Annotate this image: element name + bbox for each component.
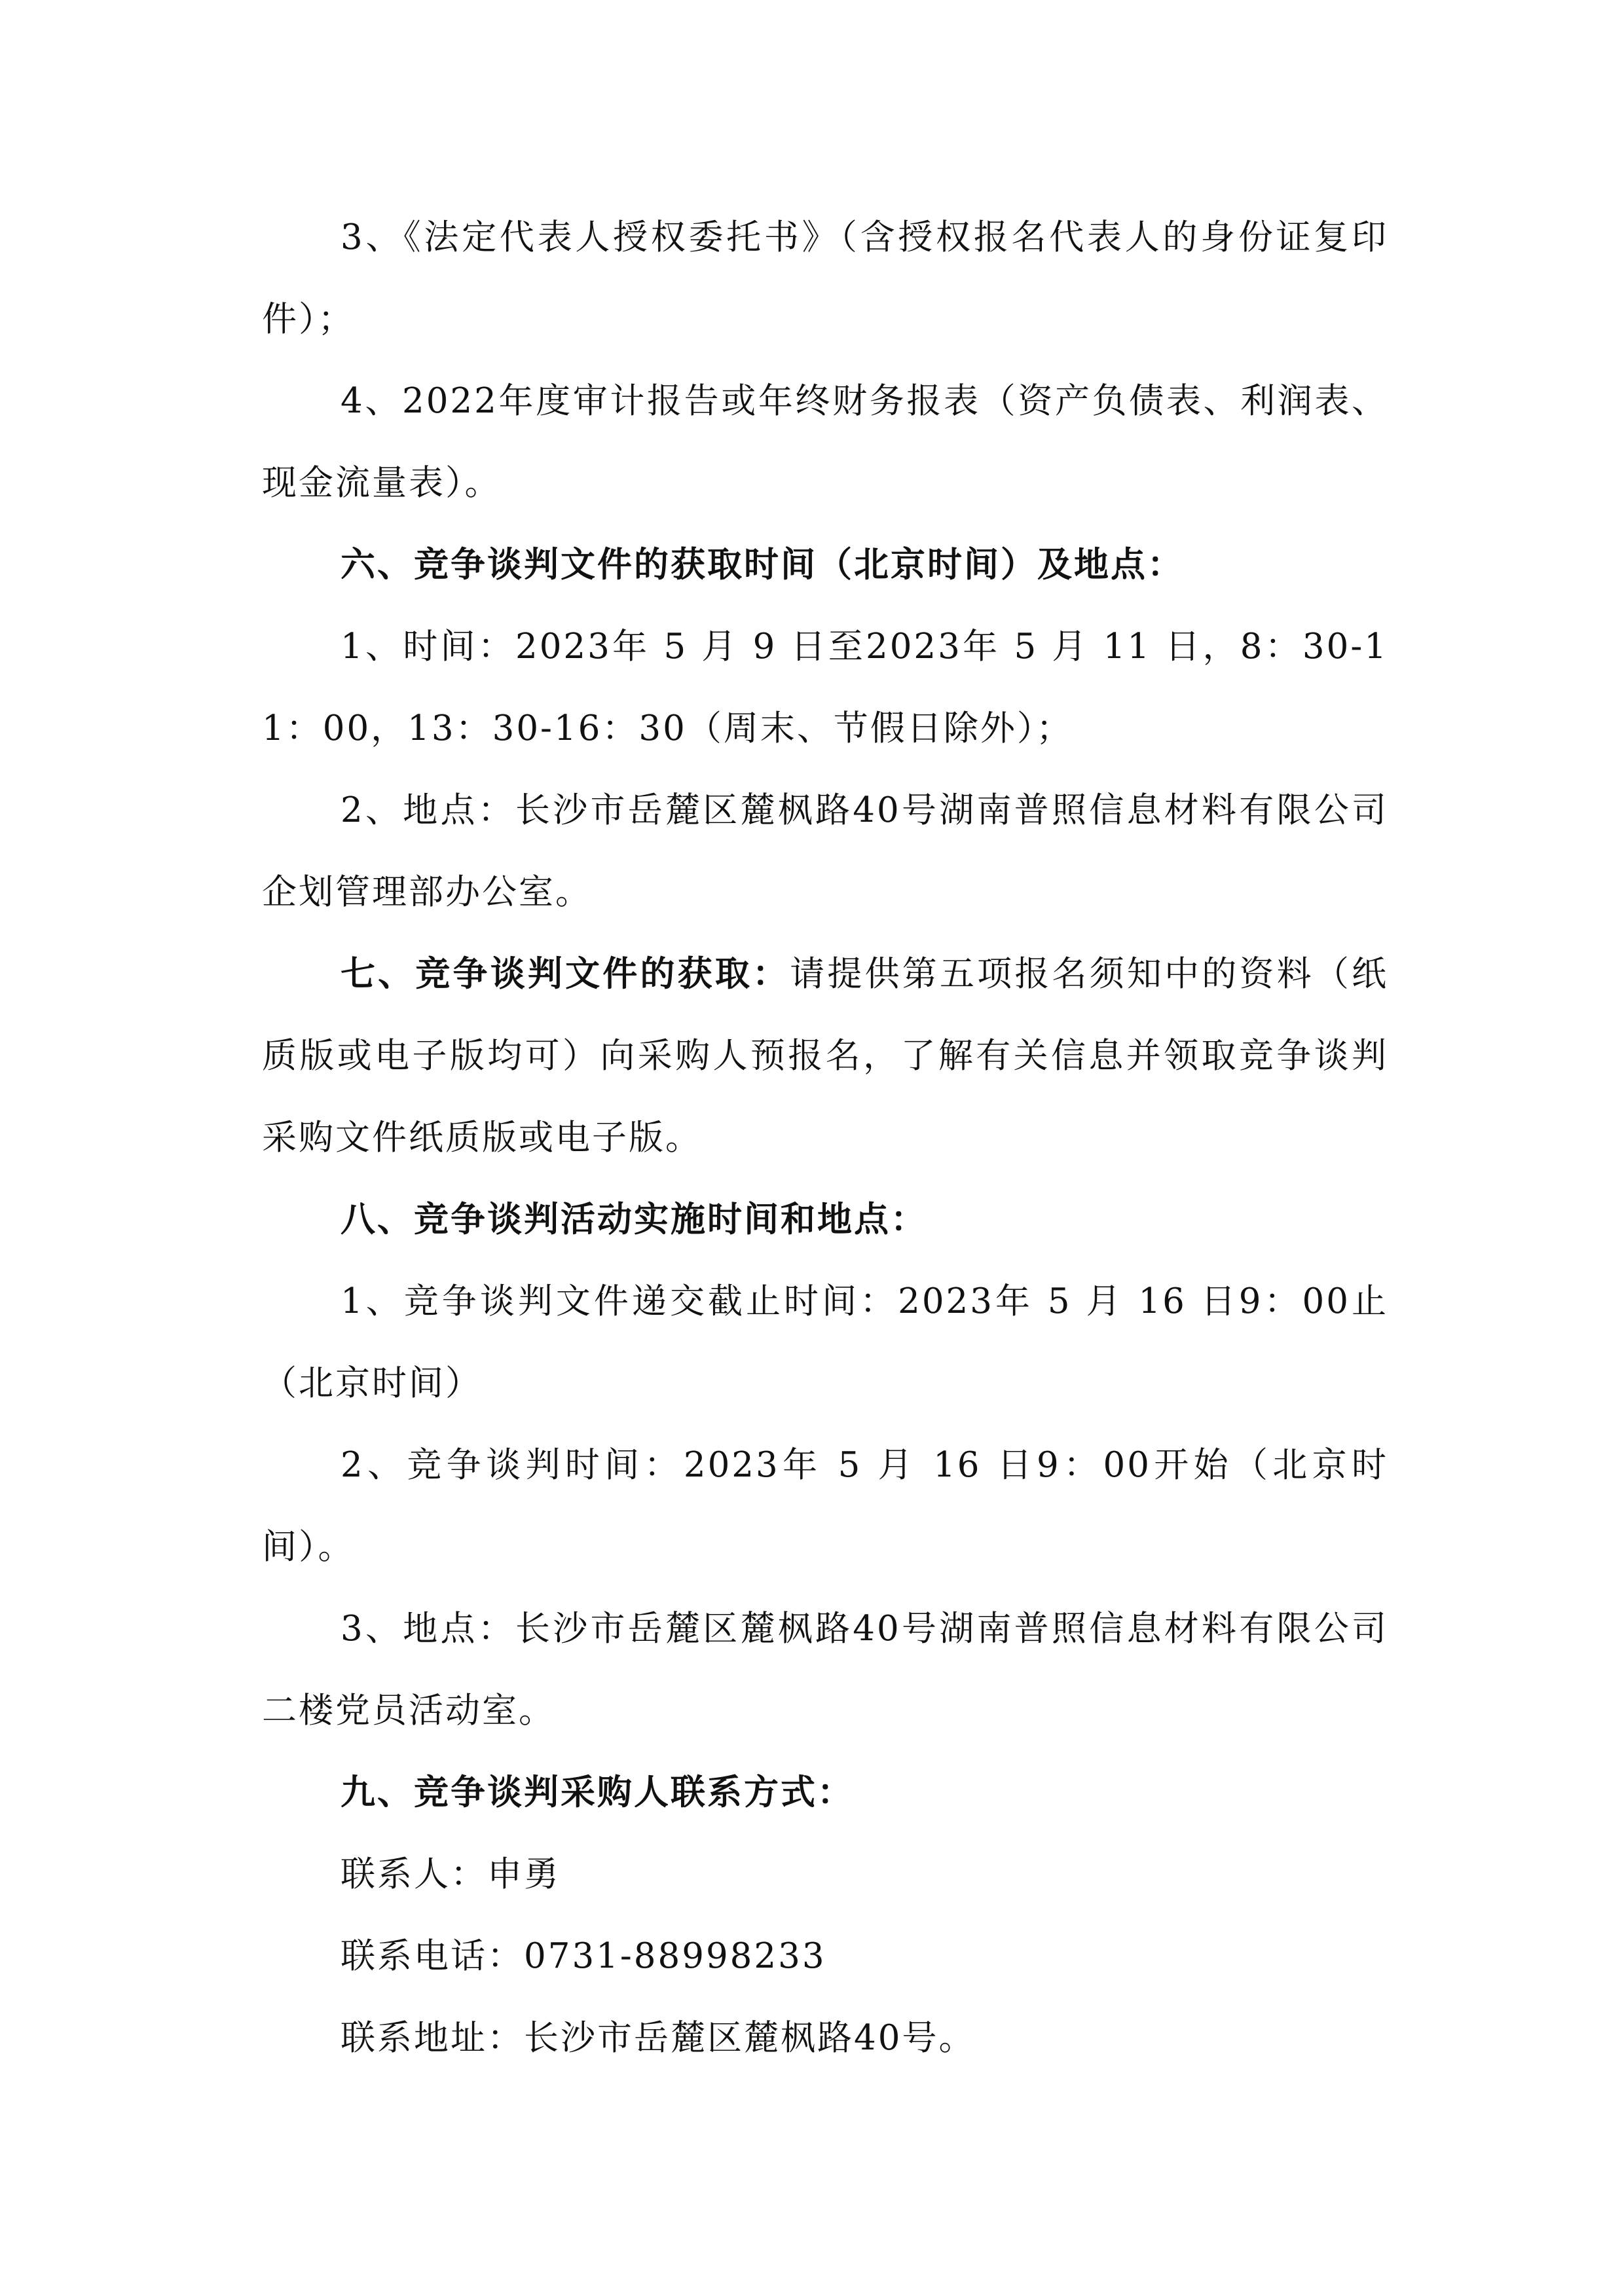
paragraph-activity-location: 3、地点：长沙市岳麓区麓枫路40号湖南普照信息材料有限公司二楼党员活动室。 — [262, 1609, 1388, 1731]
paragraph-location: 2、地点：长沙市岳麓区麓枫路40号湖南普照信息材料有限公司企划管理部办公室。 — [262, 790, 1388, 912]
section-7-body: 请提供第五项报名须知中的资料（纸质版或电子版均可）向采购人预报名，了解有关信息并领取竞争谈判采购文件纸质版或电子版。 — [262, 954, 1389, 1158]
section-7-paragraph — [262, 933, 1388, 1179]
paragraph-item-3: 3、《法定代表人授权委托书》（含授权报名代表人的身份证复印件）； — [262, 217, 1388, 339]
section-heading-9: 九、竞争谈判采购人联系方式： — [341, 1772, 854, 1812]
section-heading-6: 六、竞争谈判文件的获取时间（北京时间）及地点： — [341, 544, 1184, 585]
document-page — [262, 196, 1388, 2079]
contact-person: 联系人：申勇 — [341, 1854, 561, 1894]
contact-address: 联系地址：长沙市岳麓区麓枫路40号。 — [341, 2018, 976, 2058]
paragraph-time: 1、时间：2023年 5 月 9 日至2023年 5 月 11 日，8：30-11：00，13：30-16：30（周末、节假日除外）； — [262, 627, 1388, 748]
paragraph-deadline: 1、竞争谈判文件递交截止时间：2023年 5 月 16 日9：00止（北京时间） — [262, 1281, 1388, 1403]
paragraph-negotiation-time: 2、竞争谈判时间：2023年 5 月 16 日9：00开始（北京时间）。 — [262, 1445, 1388, 1567]
section-heading-8: 八、竞争谈判活动实施时间和地点： — [341, 1199, 927, 1239]
section-heading-7: 七、竞争谈判文件的获取： — [341, 953, 790, 994]
contact-phone: 联系电话：0731-88998233 — [341, 1936, 826, 1976]
paragraph-item-4: 4、2022年度审计报告或年终财务报表（资产负债表、利润表、现金流量表）。 — [262, 381, 1388, 503]
